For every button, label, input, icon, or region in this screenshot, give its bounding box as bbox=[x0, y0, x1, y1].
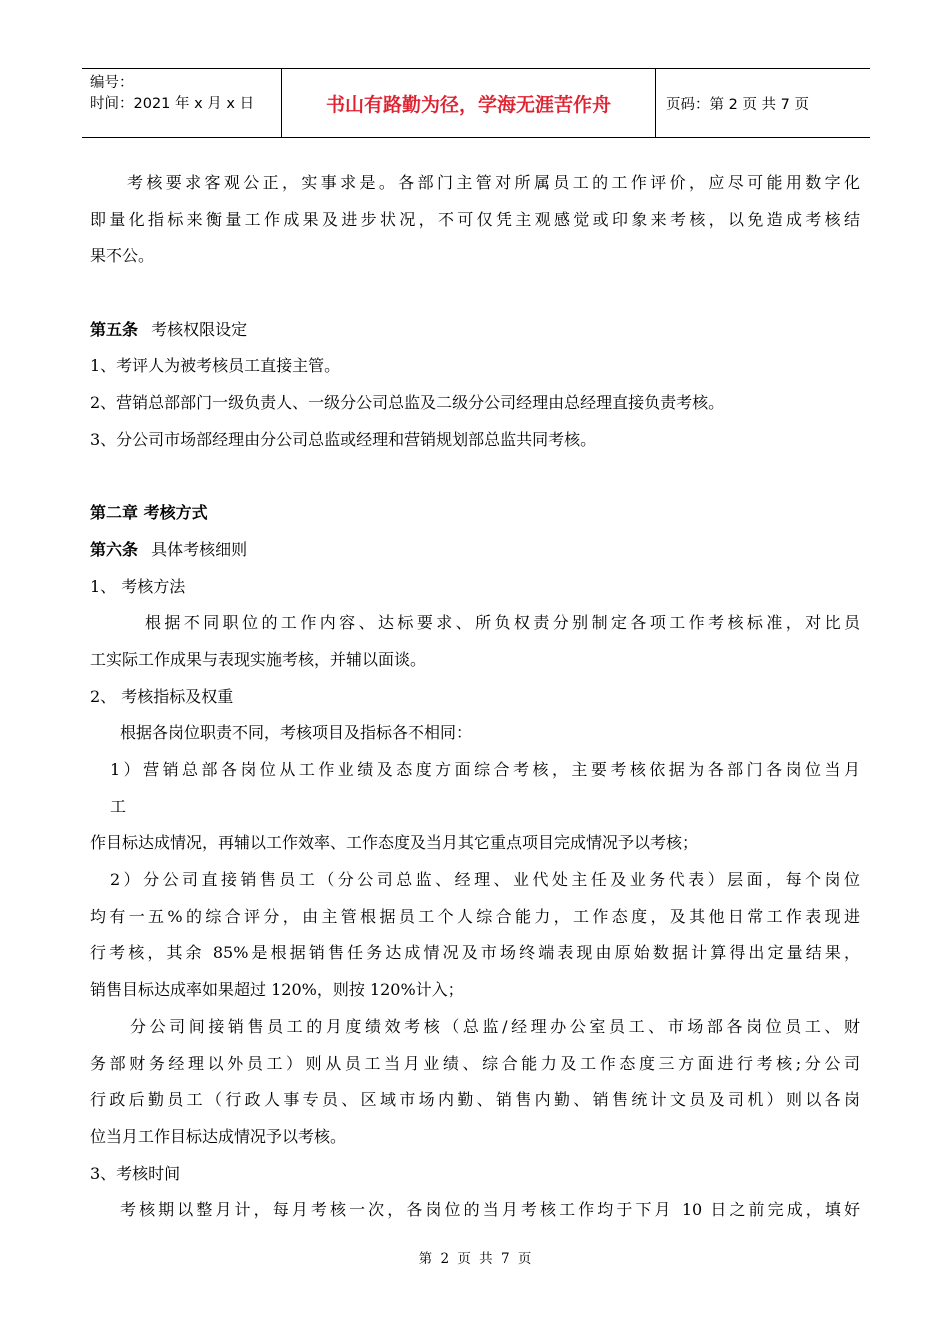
paragraph-line: 行政后勤员工（行政人事专员、区域市场内勤、销售内勤、销售统计文员及司机）则以各岗 bbox=[90, 1090, 860, 1110]
number-label: 编号： bbox=[90, 75, 134, 91]
paragraph-line: 根据各岗位职责不同，考核项目及指标各不相同： bbox=[120, 723, 473, 743]
header-motto: 书山有路勤为径，学海无涯苦作舟 bbox=[282, 69, 656, 137]
document-body bbox=[90, 165, 860, 1229]
paragraph-line: 即量化指标来衡量工作成果及进步状况，不可仅凭主观感觉或印象来考核，以免造成考核结 bbox=[90, 209, 860, 229]
time-label: 时间：2021 年 x 月 x 日 bbox=[90, 96, 255, 112]
footer-page-number: 2 bbox=[440, 1251, 450, 1267]
paragraph-line: 果不公。 bbox=[90, 246, 155, 266]
paragraph-line: 务部财务经理以外员工）则从员工当月业绩、综合能力及工作态度三方面进行考核;分公司 bbox=[90, 1053, 860, 1073]
paragraph-line: 2）分公司直接销售员工（分公司总监、经理、业代处主任及业务代表）层面，每个岗位 bbox=[110, 870, 860, 890]
chapter-heading: 第二章 考核方式 bbox=[90, 503, 208, 523]
paragraph-line: 考核要求客观公正，实事求是。各部门主管对所属员工的工作评价，应尽可能用数字化 bbox=[127, 173, 860, 192]
article-number: 第五条 bbox=[90, 319, 139, 339]
list-item: 2、营销总部部门一级负责人、一级分公司总监及二级分公司经理由总经理直接负责考核。 bbox=[90, 393, 725, 413]
paragraph-line: 考核期以整月计，每月考核一次，各岗位的当月考核工作均于下月 10 日之前完成，填好 bbox=[120, 1200, 860, 1220]
section-title: 2、 考核指标及权重 bbox=[90, 686, 234, 706]
list-item: 3、分公司市场部经理由分公司总监或经理和营销规划部总监共同考核。 bbox=[90, 429, 597, 449]
article-number: 第六条 bbox=[90, 539, 139, 559]
article-title: 具体考核细则 bbox=[151, 539, 248, 559]
footer-di: 第 bbox=[418, 1251, 433, 1267]
paragraph-line: 工实际工作成果与表现实施考核，并辅以面谈。 bbox=[90, 649, 427, 669]
page-header bbox=[82, 68, 870, 138]
section-title: 1、 考核方法 bbox=[90, 576, 186, 596]
list-item: 1、考评人为被考核员工直接主管。 bbox=[90, 356, 341, 376]
paragraph-line: 分公司间接销售员工的月度绩效考核（总监/经理办公室员工、市场部各岗位员工、财 bbox=[130, 1016, 860, 1036]
paragraph-line: 销售目标达成率如果超过 120%，则按 120%计入； bbox=[90, 980, 464, 1000]
header-page-label: 页码：第 2 页 共 7 页 bbox=[666, 96, 809, 113]
article-title: 考核权限设定 bbox=[151, 319, 248, 339]
paragraph-line: 行考核，其余 85%是根据销售任务达成情况及市场终端表现由原始数据计算得出定量结果， bbox=[90, 943, 860, 963]
article-6-heading bbox=[90, 532, 860, 569]
paragraph-line: 作目标达成情况，再辅以工作效率、工作态度及当月其它重点项目完成情况予以考核； bbox=[90, 833, 699, 853]
page-footer bbox=[0, 1247, 950, 1267]
paragraph-line: 根据不同职位的工作内容、达标要求、所负权责分别制定各项工作考核标准，对比员 bbox=[145, 613, 860, 633]
footer-ye2: 页 bbox=[517, 1251, 532, 1267]
footer-gong: 共 bbox=[479, 1251, 493, 1267]
paragraph-line: 位当月工作目标达成情况予以考核。 bbox=[90, 1126, 347, 1146]
footer-ye: 页 bbox=[457, 1251, 471, 1267]
article-5-heading bbox=[90, 312, 860, 349]
paragraph-line: 均有一五%的综合评分，由主管根据员工个人综合能力，工作态度，及其他日常工作表现进 bbox=[90, 906, 860, 926]
paragraph-line: 工 bbox=[110, 796, 127, 816]
footer-total-pages: 7 bbox=[500, 1251, 510, 1267]
paragraph-line: 1）营销总部各岗位从工作业绩及态度方面综合考核，主要考核依据为各部门各岗位当月 bbox=[110, 760, 860, 779]
section-title: 3、考核时间 bbox=[90, 1163, 181, 1183]
header-meta bbox=[82, 69, 282, 137]
